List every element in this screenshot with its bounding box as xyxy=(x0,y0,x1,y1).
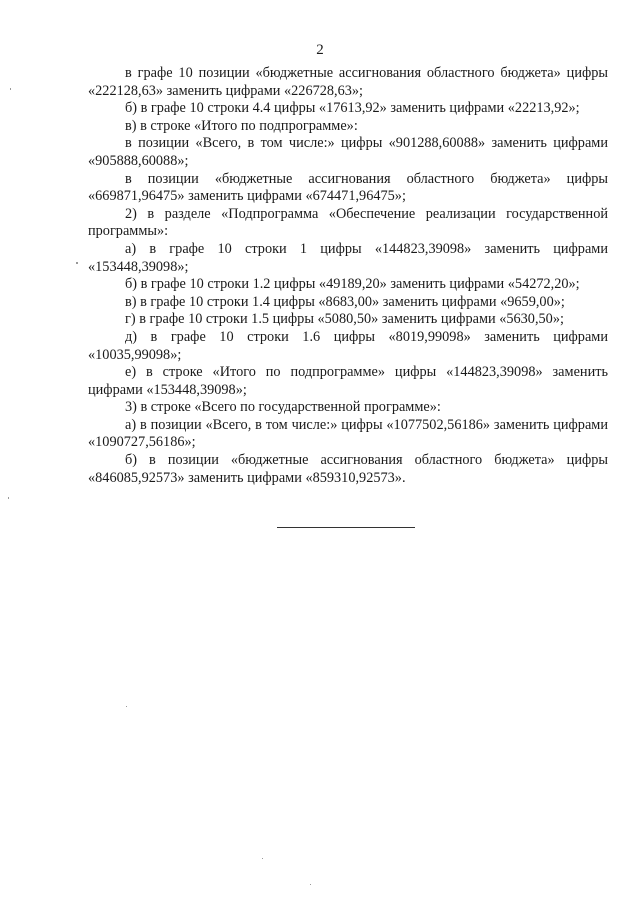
paragraph-8: б) в графе 10 строки 1.2 цифры «49189,20» заменить цифрами «54272,20»; xyxy=(125,276,580,293)
scan-speck xyxy=(262,858,263,859)
paragraph-1: в графе 10 позиции «бюджетные ассигнования областного бюджета» цифры «222128,63» заменить цифрами «226728,63»; xyxy=(88,65,608,99)
paragraph-6: 2) в разделе «Подпрограмма «Обеспечение реализации государственной программы»: xyxy=(88,205,608,240)
page-number: 2 xyxy=(316,42,324,58)
scan-speck xyxy=(10,88,11,90)
paragraph-4: в позиции «Всего, в том числе:» цифры «901288,60088» заменить цифрами «905888,60088»; xyxy=(88,135,608,169)
scan-speck xyxy=(76,262,78,264)
paragraph-14: а) в позиции «Всего, в том числе:» цифры «1077502,56186» заменить цифрами «1090727,56186»; xyxy=(88,416,608,451)
scan-speck xyxy=(8,497,9,499)
paragraph-9: в) в графе 10 строки 1.4 цифры «8683,00» заменить цифрами «9659,00»; xyxy=(125,293,565,310)
document-body xyxy=(88,65,608,487)
paragraph-13: 3) в строке «Всего по государственной программе»: xyxy=(125,399,441,416)
paragraph-2: б) в графе 10 строки 4.4 цифры «17613,92» заменить цифрами «22213,92»; xyxy=(125,100,580,117)
scan-speck xyxy=(310,884,311,885)
paragraph-10: г) в графе 10 строки 1.5 цифры «5080,50» заменить цифрами «5630,50»; xyxy=(125,311,564,328)
end-separator-line xyxy=(277,527,415,528)
paragraph-3: в) в строке «Итого по подпрограмме»: xyxy=(125,117,358,134)
paragraph-15: б) в позиции «бюджетные ассигнования областного бюджета» цифры «846085,92573» заменить цифрами «859310,92573». xyxy=(88,452,608,486)
paragraph-7: а) в графе 10 строки 1 цифры «144823,39098» заменить цифрами «153448,39098»; xyxy=(88,240,608,275)
paragraph-12: е) в строке «Итого по подпрограмме» цифры «144823,39098» заменить цифрами «153448,39098»; xyxy=(88,364,608,398)
paragraph-5: в позиции «бюджетные ассигнования областного бюджета» цифры «669871,96475» заменить цифрами «674471,96475»; xyxy=(88,170,608,205)
scan-speck xyxy=(126,706,127,707)
paragraph-11: д) в графе 10 строки 1.6 цифры «8019,99098» заменить цифрами «10035,99098»; xyxy=(88,328,608,363)
